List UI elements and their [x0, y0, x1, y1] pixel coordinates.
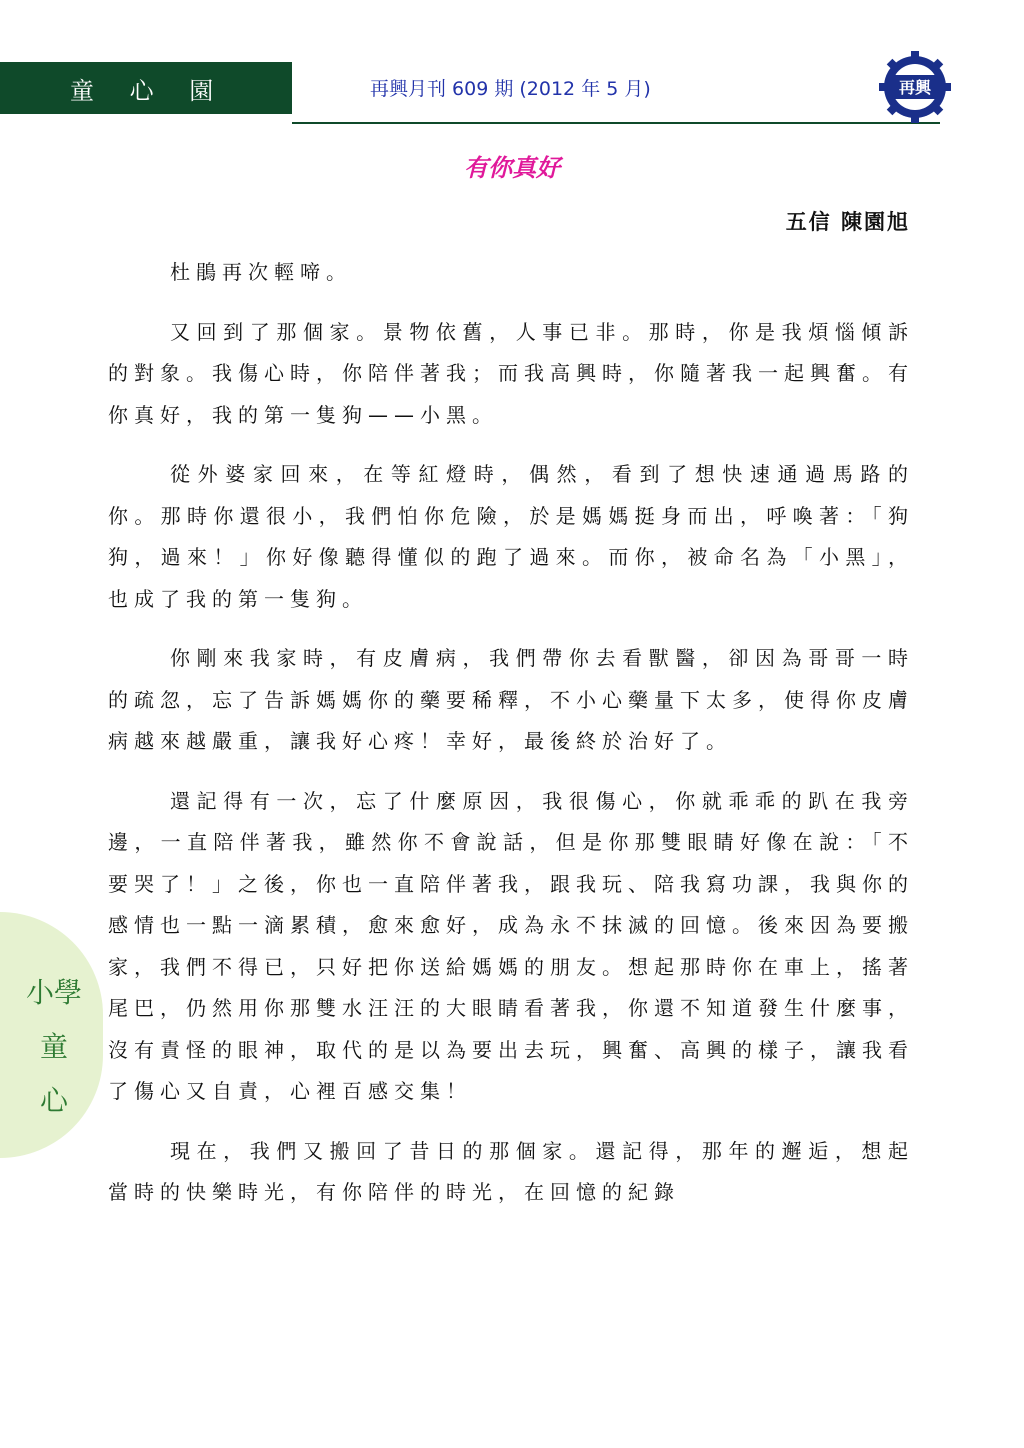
paragraph: 還記得有一次，忘了什麼原因，我很傷心，你就乖乖的趴在我旁邊，一直陪伴著我，雖然你不會說話，但是你那雙眼睛好像在說：「不要哭了！」之後，你也一直陪伴著我，跟我玩、陪我寫功課，我與你的感情也一點一滴累積，愈來愈好，成為永不抹滅的回憶。後來因為要搬家，我們不得已，只好把你送給媽媽的朋友。想起那時你在車上，搖著尾巴，仍然用你那雙水汪汪的大眼睛看著我，你還不知道發生什麼事，沒有責怪的眼神，取代的是以為要出去玩，興奮、高興的樣子，讓我看了傷心又自責，心裡百感交集！: [108, 788, 914, 1103]
side-label-line: 小學: [25, 976, 82, 1009]
side-label-line: 心: [39, 1084, 68, 1117]
paragraph: 現在，我們又搬回了昔日的那個家。還記得，那年的邂逅，想起當時的快樂時光，有你陪伴的時光，在回憶的紀錄: [108, 1138, 914, 1204]
publisher-logo: [878, 50, 952, 124]
article-title: 有你真好: [464, 154, 560, 182]
side-label: [14, 966, 94, 1128]
paragraph: 又回到了那個家。景物依舊，人事已非。那時，你是我煩惱傾訴的對象。我傷心時，你陪伴著我；而我高興時，你隨著我一起興奮。有你真好，我的第一隻狗——小黑。: [108, 319, 914, 427]
article-body: [108, 252, 914, 1232]
section-banner: [0, 62, 292, 114]
paragraph: 從外婆家回來，在等紅燈時，偶然，看到了想快速通過馬路的你。那時你還很小，我們怕你危險，於是媽媽挺身而出，呼喚著：「狗狗，過來！」你好像聽得懂似的跑了過來。而你，被命名為「小黑」，也成了我的第一隻狗。: [108, 462, 914, 611]
article-author: 五信 陳園旭: [785, 209, 910, 234]
section-name: 童 心 園: [70, 76, 228, 105]
issue-title: 再興月刊 609 期 (2012 年 5 月): [370, 78, 651, 100]
paragraph: 你剛來我家時，有皮膚病，我們帶你去看獸醫，卻因為哥哥一時的疏忽，忘了告訴媽媽你的藥要稀釋，不小心藥量下太多，使得你皮膚病越來越嚴重，讓我好心疼！幸好，最後終於治好了。: [108, 646, 914, 753]
logo-text: 再興: [898, 78, 932, 97]
header-rule: [292, 122, 940, 124]
side-label-line: 童: [39, 1030, 68, 1063]
paragraph: 杜鵑再次輕啼。: [170, 260, 352, 284]
